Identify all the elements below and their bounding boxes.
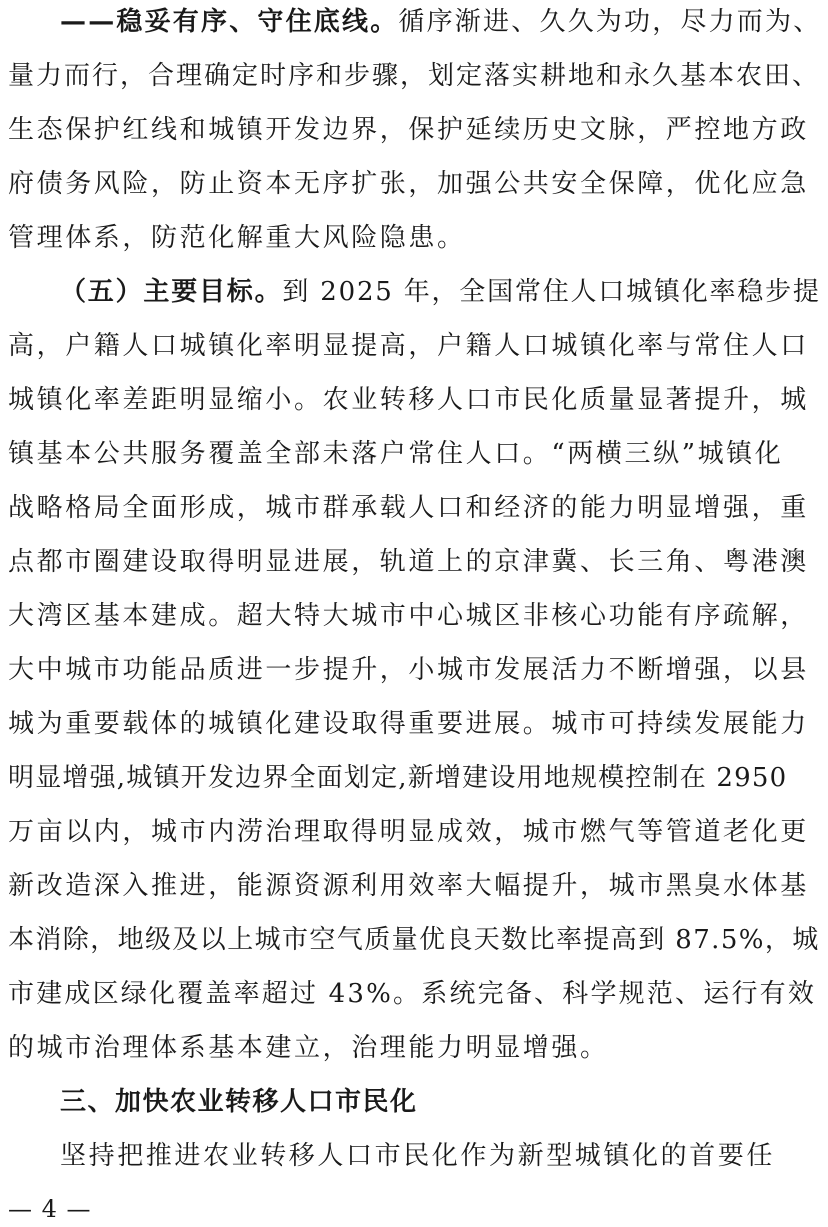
paragraph-line: 本消除，地级及以上城市空气质量优良天数比率提高到 87.5%，城 [8, 925, 820, 955]
paragraph-line: 大中城市功能品质进一步提升，小城市发展活力不断增强，以县 [8, 655, 809, 685]
paragraph-line: 战略格局全面形成，城市群承载人口和经济的能力明显增强，重 [8, 493, 809, 523]
paragraph-line: 生态保护红线和城镇开发边界，保护延续历史文脉，严控地方政 [8, 115, 809, 145]
paragraph-line: 管理体系，防范化解重大风险隐患。 [8, 223, 466, 253]
principle-lead: ——稳妥有序、守住底线。 [60, 7, 399, 37]
goals-lead: （五）主要目标。 [60, 277, 283, 307]
paragraph-line: 明显增强,城镇开发边界全面划定,新增建设用地规模控制在 2950 [8, 763, 788, 793]
paragraph-line [60, 272, 821, 312]
paragraph-line: 城镇化率差距明显缩小。农业转移人口市民化质量显著提升，城 [8, 385, 809, 415]
paragraph-line: 市建成区绿化覆盖率超过 43%。系统完备、科学规范、运行有效 [8, 979, 817, 1009]
paragraph-line: 城为重要载体的城镇化建设取得重要进展。城市可持续发展能力 [8, 709, 809, 739]
principle-text: 循序渐进、久久为功，尽力而为、 [398, 7, 822, 37]
section-heading: 三、加快农业转移人口市民化 [60, 1087, 418, 1117]
page-number: — 4 — [8, 1195, 92, 1223]
paragraph-line: 高，户籍人口城镇化率明显提高，户籍人口城镇化率与常住人口 [8, 331, 809, 361]
paragraph-line [60, 2, 821, 42]
paragraph-line: 量力而行，合理确定时序和步骤，划定落实耕地和永久基本农田、 [8, 61, 821, 91]
paragraph-line: 新改造深入推进，能源资源利用效率大幅提升，城市黑臭水体基 [8, 871, 809, 901]
paragraph-line: 的城市治理体系基本建立，治理能力明显增强。 [8, 1033, 609, 1063]
goals-text: 到 2025 年，全国常住人口城镇化率稳步提 [282, 277, 821, 307]
paragraph-line: 镇基本公共服务覆盖全部未落户常住人口。“两横三纵”城镇化 [8, 439, 784, 469]
paragraph-line: 点都市圈建设取得明显进展，轨道上的京津冀、长三角、粤港澳 [8, 547, 809, 577]
paragraph-line: 大湾区基本建成。超大特大城市中心城区非核心功能有序疏解， [8, 601, 809, 631]
paragraph-line: 坚持把推进农业转移人口市民化作为新型城镇化的首要任 [60, 1141, 776, 1171]
paragraph-line: 万亩以内，城市内涝治理取得明显成效，城市燃气等管道老化更 [8, 817, 809, 847]
paragraph-line: 府债务风险，防止资本无序扩张，加强公共安全保障，优化应急 [8, 169, 809, 199]
